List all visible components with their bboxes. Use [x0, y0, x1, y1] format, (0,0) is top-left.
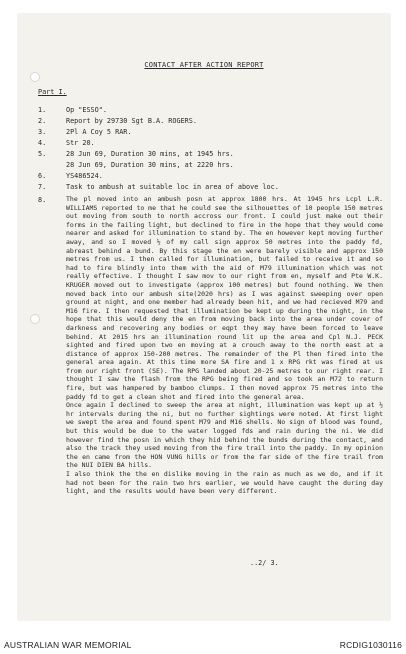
list-item	[38, 138, 383, 149]
item-text: Str 20.	[66, 139, 95, 147]
list-item	[38, 127, 383, 138]
item-text: Op "ESSO".	[66, 106, 107, 114]
report-items	[38, 105, 383, 496]
item-text: 28 Jun 69, Duration 30 mins, at 1945 hrs. 28 Jun 69, Duration 30 mins, at 2220 hrs.	[66, 150, 234, 169]
list-item	[38, 116, 383, 127]
archive-name: AUSTRALIAN WAR MEMORIAL	[4, 640, 132, 650]
list-item	[38, 149, 383, 171]
item-text: Task to ambush at suitable loc in area of above loc.	[66, 183, 279, 191]
item-number: 5.	[38, 150, 47, 158]
item-number: 6.	[38, 172, 47, 180]
item-number: 7.	[38, 183, 47, 191]
item-number: 1.	[38, 106, 47, 114]
archive-id: RCDIG1030116	[339, 640, 402, 650]
document-page	[18, 14, 390, 620]
item-text: YS486524.	[66, 172, 103, 180]
part-heading: Part I.	[38, 88, 67, 96]
item-number: 3.	[38, 128, 47, 136]
list-item	[38, 182, 383, 193]
item-number: 8.	[38, 196, 47, 204]
narrative-paragraph	[38, 195, 383, 496]
item-text: Report by 29730 Sgt B.A. ROGERS.	[66, 117, 197, 125]
archive-footer	[0, 636, 406, 654]
punch-hole	[30, 72, 40, 82]
list-item	[38, 105, 383, 116]
list-item	[38, 171, 383, 182]
page-marker: ..2/ 3.	[250, 559, 279, 567]
item-number: 4.	[38, 139, 47, 147]
item-text: 2Pl A Coy 5 RAR.	[66, 128, 132, 136]
narrative-text: The pl moved into an ambush posn at approx 1800 hrs. At 1945 hrs Lcpl L.R. WILLIAMS reported to me that he could see the silhouettes of 10 people 150 metres out moving from south to north accross our front. I could just make out their forms in the failing light, but declined to fire in the hope that they would come nearer and asked for illumination to stand by. The en however kept moving further away, and so I moved ½ of my call sign approx 50 metres into the paddy fd, abreast behind a bund. By this stage the en were barely visible and approx 150 metres from us. I then called for illumination, but failed to receive it and so had to fire blindly into them with the aid of M79 illumination which was not really effective. I thought I saw mov to our right from en, myself and Pte W.K. KRUGER moved out to investigate (approx 100 metres) but found nothing. We then moved back into our ambush site(2020 hrs) as I was against sweeping over open ground at night, and one member had already been hit, and we had recieved M79 and M16 fire. I then requested that illumination be kept up during the night, in the hope that this would deny the en from moving back into the area under cover of darkness and recovering any bodies or eqpt they may have been forced to leave behind. At 2015 hrs an illumination round lit up the area and Cpl N.J. PECK sighted and fired upon two en moving at a crouch away to the north east at a distance of approx 150-200 metres. The remainder of the Pl then fired into the general area again. At this time more SA fire and 1 x RPG rkt was fired at us from our right front (SE). The RPG landed about 20-25 metres to our right rear. I thought I saw the flash from the RPG being fired and so took an M72 to return fire, but was hampered by bamboo clumps. I then moved approx 75 metres into the paddy fd to get a clean shot and fired into the general area. Once again I declined to sweep the area at night, illumination was kept up at ½ hr intervals during the ni, but no further sightings were noted. At first light we swept the area and found spent M79 and M16 shells. No sign of blood was found, but this would be due to the water logged fds and rain during the ni. We did however find the posn in which they hid behind the bunds during the contact, and also the track they used moving from the fire trail into the paddy. In my opinion the en came from the HON VUNG hills or from the far side of the fire trail from the NUI DIEN BA hills. I also think the the en dislike moving in the rain as much as we do, and if it had not been for the rain two hrs earlier, we would have caught the during day light, and the results would have been very different.	[66, 195, 383, 496]
report-title: CONTACT AFTER ACTION REPORT	[144, 61, 264, 69]
item-number: 2.	[38, 117, 47, 125]
